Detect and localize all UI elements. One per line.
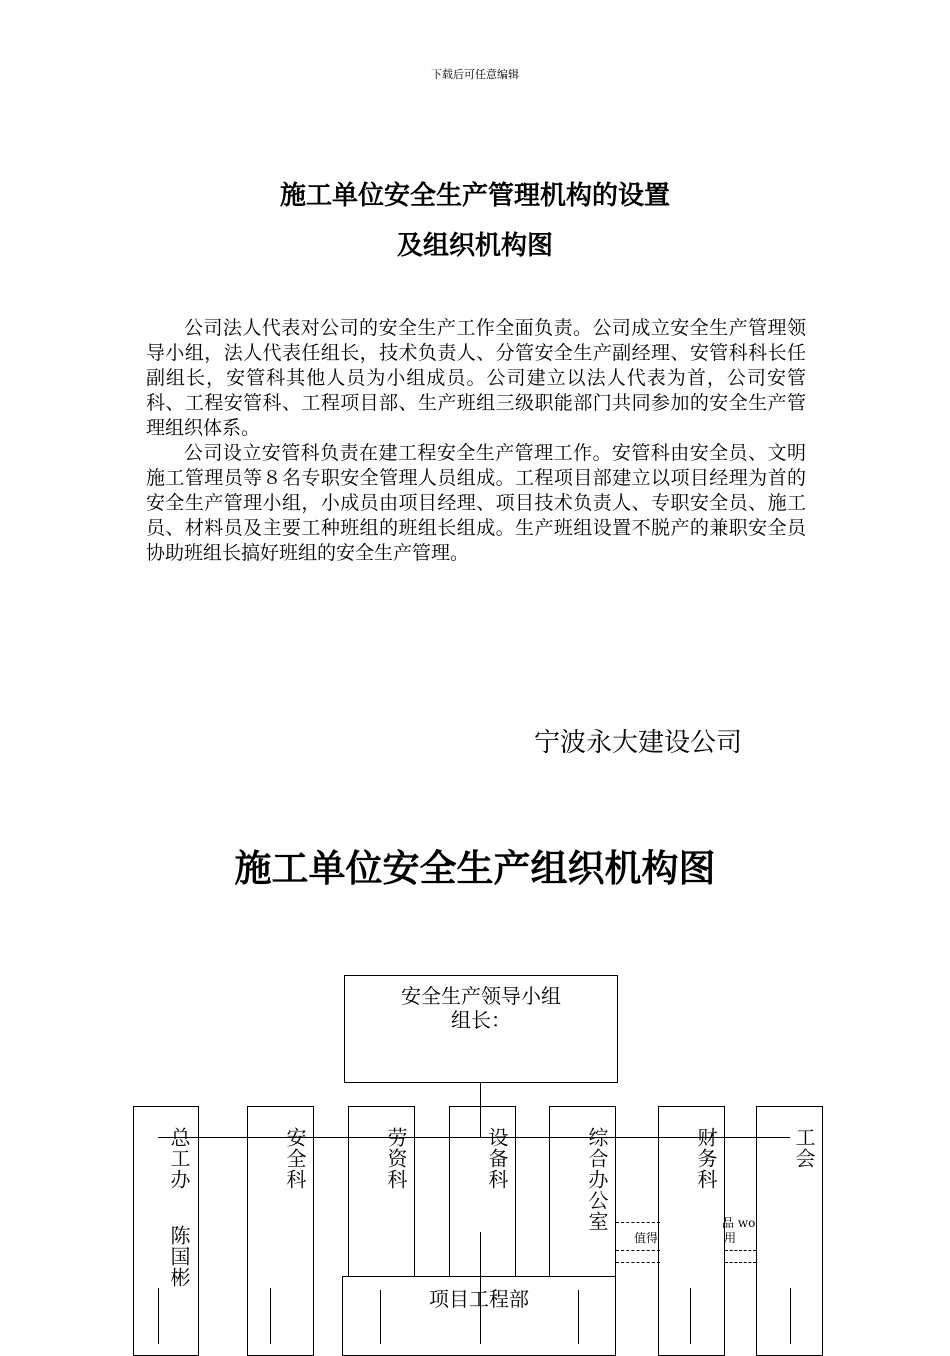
department-box-caiwuke xyxy=(658,1106,725,1356)
overlay-fragment-left: 值得 xyxy=(634,1231,659,1245)
department-name-caiwuke: 财务科 xyxy=(694,1127,718,1190)
body-text xyxy=(146,316,806,566)
department-name-anquanke: 安全科 xyxy=(283,1127,307,1190)
dashed-line-left-bottom xyxy=(616,1250,660,1251)
lower-connector-4 xyxy=(480,1232,481,1344)
org-chart-title: 施工单位安全生产组织机构图 xyxy=(234,846,716,890)
department-box-anquanke xyxy=(247,1106,314,1356)
paragraph-2: 公司设立安管科负责在建工程安全生产管理工作。安管科由安全员、文明施工管理员等８名专职安全管理人员组成。工程项目部建立以项目经理为首的安全生产管理小组，小成员由项目经理、项目技术负责人、专职安全员、施工员、材料员及主要工种班组的班组长组成。生产班组设置不脱产的兼职安全员协助班组长搞好班组的安全生产管理。 xyxy=(146,442,806,564)
document-title-line-2: 及组织机构图 xyxy=(396,231,553,261)
lower-connector-1 xyxy=(158,1288,159,1344)
dashed-line-left-lower xyxy=(616,1262,660,1263)
project-department-label: 项目工程部 xyxy=(429,1287,529,1311)
leader-box xyxy=(344,975,618,1083)
overlay-fragment-right-1: 品 wo xyxy=(722,1216,756,1230)
department-person-zonggongban: 陈国彬 xyxy=(167,1225,191,1288)
lower-connector-2 xyxy=(270,1288,271,1344)
document-title-line-1: 施工单位安全生产管理机构的设置 xyxy=(279,181,670,211)
paragraph-1: 公司法人代表对公司的安全生产工作全面负责。公司成立安全生产管理领导小组，法人代表任组长，技术负责人、分管安全生产副经理、安管科科长任副组长，安管科其他人员为小组成员。公司建立以法人代表为首，公司安管科、工程安管科、工程项目部、生产班组三级职能部门共同参加的安全生产管理组织体系。 xyxy=(146,317,806,439)
leader-box-title: 安全生产领导小组 xyxy=(401,984,561,1008)
dashed-line-right-bottom xyxy=(725,1250,756,1251)
dashed-line-left-top xyxy=(616,1222,660,1223)
project-department-box xyxy=(342,1276,616,1356)
lower-connector-5 xyxy=(578,1290,579,1344)
lower-connector-7 xyxy=(790,1288,791,1344)
department-name-shebeike: 设备科 xyxy=(485,1127,509,1190)
leader-box-leader-label: 组长： xyxy=(451,1008,511,1032)
lower-connector-3 xyxy=(380,1290,381,1344)
department-name-laozike: 劳资科 xyxy=(384,1127,408,1190)
department-name-gonghui: 工会 xyxy=(792,1127,816,1169)
department-name-zonggongban: 总工办 xyxy=(167,1127,191,1190)
department-name-zonghebangongshi: 综合办公室 xyxy=(585,1127,609,1232)
company-signature: 宁波永大建设公司 xyxy=(534,728,743,758)
header-note: 下载后可任意编辑 xyxy=(431,68,519,81)
dashed-line-right-lower xyxy=(725,1262,756,1263)
department-box-zonggongban xyxy=(133,1106,199,1356)
overlay-fragment-right-2: 用 xyxy=(724,1231,737,1245)
lower-connector-6 xyxy=(690,1288,691,1344)
